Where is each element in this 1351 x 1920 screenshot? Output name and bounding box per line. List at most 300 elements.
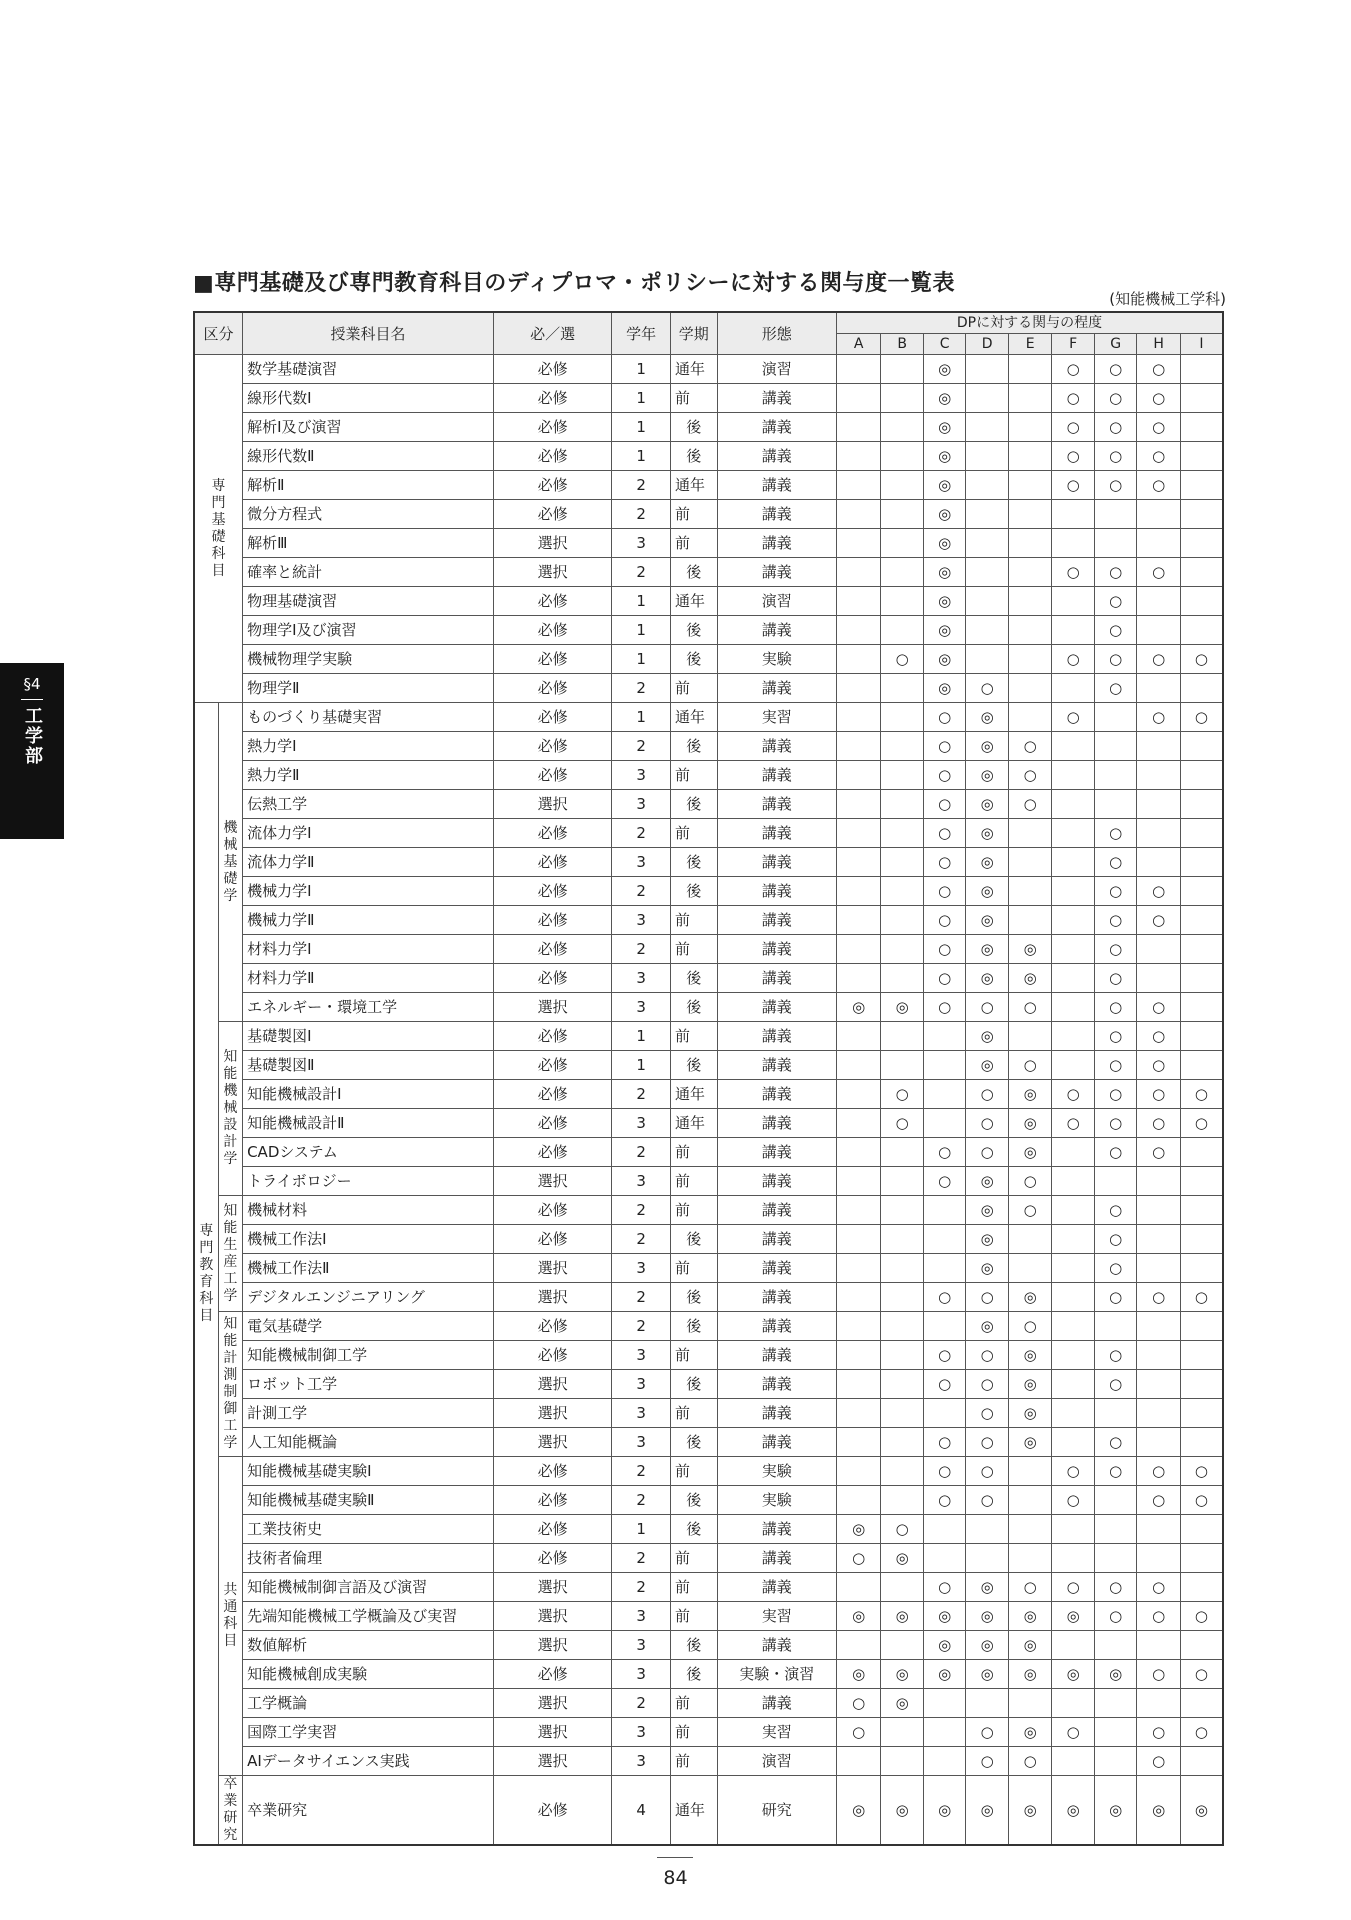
table-row — [194, 587, 1223, 616]
format-cell: 講義 — [717, 616, 836, 645]
required-cell: 必修 — [493, 500, 611, 529]
dp-mark-e: ○ — [1008, 761, 1052, 790]
year-cell: 3 — [612, 1747, 671, 1776]
year-cell: 1 — [612, 1051, 671, 1080]
dp-mark-c — [923, 1399, 965, 1428]
dp-mark-c: ○ — [923, 1428, 965, 1457]
dp-mark-h: ○ — [1137, 1457, 1181, 1486]
dp-mark-c: ◎ — [923, 529, 965, 558]
dp-mark-c: ◎ — [923, 1776, 965, 1846]
dp-mark-f — [1052, 616, 1094, 645]
term-cell: 後 — [671, 645, 718, 674]
dp-mark-d: ○ — [966, 1457, 1008, 1486]
required-cell: 必修 — [493, 1051, 611, 1080]
dp-mark-f: ○ — [1052, 442, 1094, 471]
subject-cell: 熱力学Ⅱ — [243, 761, 494, 790]
dp-mark-g — [1094, 761, 1136, 790]
subject-cell: 解析Ⅱ — [243, 471, 494, 500]
dp-mark-i — [1180, 471, 1223, 500]
table-row — [194, 1167, 1223, 1196]
subject-cell: CADシステム — [243, 1138, 494, 1167]
year-cell: 2 — [612, 1573, 671, 1602]
required-cell: 必修 — [493, 1022, 611, 1051]
dp-mark-e: ◎ — [1008, 1399, 1052, 1428]
dp-mark-h: ○ — [1137, 906, 1181, 935]
format-cell: 講義 — [717, 1167, 836, 1196]
required-cell: 必修 — [493, 616, 611, 645]
dp-mark-i: ○ — [1180, 1486, 1223, 1515]
dp-mark-b — [881, 1138, 923, 1167]
term-cell: 前 — [671, 819, 718, 848]
format-cell: 講義 — [717, 1544, 836, 1573]
year-cell: 2 — [612, 1457, 671, 1486]
dp-mark-b — [881, 1747, 923, 1776]
dp-mark-c — [923, 1196, 965, 1225]
year-cell: 3 — [612, 848, 671, 877]
table-row — [194, 1254, 1223, 1283]
dp-mark-h: ○ — [1137, 1022, 1181, 1051]
subcategory-cell — [218, 1776, 242, 1846]
dp-mark-c — [923, 1051, 965, 1080]
format-cell: 講義 — [717, 877, 836, 906]
dp-mark-d: ○ — [966, 1399, 1008, 1428]
year-cell: 2 — [612, 935, 671, 964]
required-cell: 選択 — [493, 1254, 611, 1283]
year-cell: 3 — [612, 1660, 671, 1689]
dp-mark-e: ◎ — [1008, 1631, 1052, 1660]
subject-cell: 電気基礎学 — [243, 1312, 494, 1341]
required-cell: 選択 — [493, 1428, 611, 1457]
term-cell: 前 — [671, 1544, 718, 1573]
format-cell: 講義 — [717, 1370, 836, 1399]
subcategory-cell — [218, 1022, 242, 1196]
dp-mark-a — [836, 1138, 881, 1167]
table-row — [194, 703, 1223, 732]
subcategory-cell — [218, 1312, 242, 1457]
dp-mark-f: ○ — [1052, 413, 1094, 442]
tab-divider — [21, 699, 43, 700]
dp-mark-h: ○ — [1137, 558, 1181, 587]
dp-mark-h — [1137, 761, 1181, 790]
dp-mark-d: ○ — [966, 1283, 1008, 1312]
dp-mark-a — [836, 384, 881, 413]
format-cell: 講義 — [717, 1051, 836, 1080]
dp-mark-e: ◎ — [1008, 1776, 1052, 1846]
dp-mark-h: ○ — [1137, 703, 1181, 732]
year-cell: 2 — [612, 1138, 671, 1167]
format-cell: 講義 — [717, 964, 836, 993]
dp-mark-b — [881, 819, 923, 848]
dp-mark-c — [923, 1254, 965, 1283]
dp-mark-b — [881, 732, 923, 761]
dp-mark-a — [836, 964, 881, 993]
category-cell — [194, 703, 218, 1846]
table-row — [194, 616, 1223, 645]
dp-mark-d: ◎ — [966, 935, 1008, 964]
required-cell: 必修 — [493, 384, 611, 413]
dp-mark-e — [1008, 1486, 1052, 1515]
dp-mark-h: ○ — [1137, 1602, 1181, 1631]
dp-mark-d — [966, 645, 1008, 674]
dp-mark-d — [966, 1515, 1008, 1544]
subject-cell: 解析Ⅲ — [243, 529, 494, 558]
dp-mark-e — [1008, 413, 1052, 442]
required-cell: 必修 — [493, 935, 611, 964]
dp-mark-a — [836, 1167, 881, 1196]
dp-mark-d: ○ — [966, 1109, 1008, 1138]
term-cell: 後 — [671, 1225, 718, 1254]
dp-mark-a — [836, 1109, 881, 1138]
dp-mark-e — [1008, 616, 1052, 645]
dp-mark-a — [836, 1254, 881, 1283]
dp-mark-f — [1052, 1283, 1094, 1312]
dp-mark-f — [1052, 1544, 1094, 1573]
dp-mark-g — [1094, 1631, 1136, 1660]
dp-mark-b — [881, 500, 923, 529]
format-cell: 演習 — [717, 1747, 836, 1776]
dp-mark-d: ◎ — [966, 819, 1008, 848]
dp-mark-e: ○ — [1008, 790, 1052, 819]
dp-mark-g: ○ — [1094, 964, 1136, 993]
dp-mark-e: ◎ — [1008, 1283, 1052, 1312]
dp-mark-b: ◎ — [881, 1689, 923, 1718]
table-row — [194, 964, 1223, 993]
dp-mark-c: ○ — [923, 819, 965, 848]
table-row — [194, 1341, 1223, 1370]
dp-mark-e — [1008, 703, 1052, 732]
subject-cell: 人工知能概論 — [243, 1428, 494, 1457]
dp-mark-g: ○ — [1094, 1283, 1136, 1312]
dp-mark-e — [1008, 674, 1052, 703]
dp-mark-g — [1094, 1486, 1136, 1515]
dp-mark-e: ◎ — [1008, 1370, 1052, 1399]
required-cell: 必修 — [493, 1486, 611, 1515]
dp-mark-e: ○ — [1008, 1573, 1052, 1602]
dp-mark-i: ○ — [1180, 703, 1223, 732]
subject-cell: 知能機械設計Ⅱ — [243, 1109, 494, 1138]
dp-mark-c: ◎ — [923, 384, 965, 413]
format-cell: 講義 — [717, 384, 836, 413]
format-cell: 講義 — [717, 993, 836, 1022]
dp-mark-i — [1180, 413, 1223, 442]
dp-mark-i: ◎ — [1180, 1776, 1223, 1846]
table-row — [194, 1022, 1223, 1051]
format-cell: 講義 — [717, 848, 836, 877]
required-cell: 選択 — [493, 1602, 611, 1631]
dp-mark-b — [881, 1341, 923, 1370]
subject-cell: 工学概論 — [243, 1689, 494, 1718]
header-subject: 授業科目名 — [243, 312, 494, 355]
dp-mark-f — [1052, 1225, 1094, 1254]
term-cell: 前 — [671, 1196, 718, 1225]
required-cell: 必修 — [493, 1138, 611, 1167]
dp-mark-h: ○ — [1137, 877, 1181, 906]
subject-cell: 計測工学 — [243, 1399, 494, 1428]
dp-mark-g: ◎ — [1094, 1776, 1136, 1846]
year-cell: 3 — [612, 1341, 671, 1370]
dp-mark-e: ○ — [1008, 1747, 1052, 1776]
format-cell: 講義 — [717, 558, 836, 587]
category-cell — [194, 355, 243, 703]
header-dp-b: B — [881, 334, 923, 355]
dp-mark-e — [1008, 500, 1052, 529]
dp-mark-g: ○ — [1094, 935, 1136, 964]
subject-cell: 機械材料 — [243, 1196, 494, 1225]
dp-mark-h — [1137, 1167, 1181, 1196]
format-cell: 講義 — [717, 1399, 836, 1428]
subject-cell: 知能機械基礎実験Ⅱ — [243, 1486, 494, 1515]
dp-mark-c: ◎ — [923, 500, 965, 529]
dp-mark-i — [1180, 848, 1223, 877]
dp-mark-c: ◎ — [923, 558, 965, 587]
dp-mark-a — [836, 471, 881, 500]
dp-mark-g — [1094, 1312, 1136, 1341]
dp-mark-d: ◎ — [966, 1167, 1008, 1196]
dp-mark-b — [881, 587, 923, 616]
subject-cell: 機械工作法Ⅰ — [243, 1225, 494, 1254]
subject-cell: 熱力学Ⅰ — [243, 732, 494, 761]
dp-mark-c: ◎ — [923, 1660, 965, 1689]
subject-cell: 基礎製図Ⅱ — [243, 1051, 494, 1080]
term-cell: 後 — [671, 1283, 718, 1312]
format-cell: 実習 — [717, 703, 836, 732]
dp-mark-b — [881, 529, 923, 558]
required-cell: 必修 — [493, 442, 611, 471]
dp-mark-b — [881, 413, 923, 442]
dp-mark-a — [836, 1486, 881, 1515]
required-cell: 必修 — [493, 848, 611, 877]
category-label: 知能機械設計学 — [223, 1049, 238, 1167]
required-cell: 必修 — [493, 413, 611, 442]
subject-cell: 伝熱工学 — [243, 790, 494, 819]
dp-mark-c: ◎ — [923, 442, 965, 471]
term-cell: 前 — [671, 906, 718, 935]
dp-mark-h — [1137, 964, 1181, 993]
term-cell: 前 — [671, 1602, 718, 1631]
dp-mark-b — [881, 1486, 923, 1515]
dp-mark-g: ○ — [1094, 1080, 1136, 1109]
required-cell: 選択 — [493, 1283, 611, 1312]
dp-mark-c: ○ — [923, 703, 965, 732]
dp-mark-g — [1094, 732, 1136, 761]
dp-mark-d: ◎ — [966, 1602, 1008, 1631]
dp-mark-c — [923, 1225, 965, 1254]
dp-mark-i — [1180, 1544, 1223, 1573]
format-cell: 講義 — [717, 1080, 836, 1109]
subject-cell: 物理基礎演習 — [243, 587, 494, 616]
dp-mark-b — [881, 935, 923, 964]
format-cell: 講義 — [717, 1022, 836, 1051]
category-label: 機械基礎学 — [223, 819, 238, 904]
dp-mark-c: ○ — [923, 1341, 965, 1370]
term-cell: 後 — [671, 616, 718, 645]
dp-mark-h — [1137, 732, 1181, 761]
year-cell: 3 — [612, 1370, 671, 1399]
dp-mark-g: ○ — [1094, 1602, 1136, 1631]
dp-mark-a: ◎ — [836, 1602, 881, 1631]
dp-mark-g — [1094, 1399, 1136, 1428]
dp-mark-i — [1180, 1747, 1223, 1776]
format-cell: 講義 — [717, 732, 836, 761]
dp-mark-g — [1094, 790, 1136, 819]
section-side-tab — [0, 663, 64, 839]
subject-cell: 機械物理学実験 — [243, 645, 494, 674]
table-row — [194, 877, 1223, 906]
dp-mark-i — [1180, 1341, 1223, 1370]
dp-mark-h: ○ — [1137, 993, 1181, 1022]
table-row — [194, 1399, 1223, 1428]
required-cell: 必修 — [493, 355, 611, 384]
term-cell: 前 — [671, 674, 718, 703]
header-dp: DPに対する関与の程度 — [836, 312, 1223, 334]
dp-mark-a — [836, 1312, 881, 1341]
subject-cell: AIデータサイエンス実践 — [243, 1747, 494, 1776]
year-cell: 2 — [612, 1312, 671, 1341]
format-cell: 実験 — [717, 1486, 836, 1515]
format-cell: 研究 — [717, 1776, 836, 1846]
dp-mark-d: ○ — [966, 1138, 1008, 1167]
format-cell: 講義 — [717, 1689, 836, 1718]
subject-cell: 基礎製図Ⅰ — [243, 1022, 494, 1051]
subject-cell: 知能機械創成実験 — [243, 1660, 494, 1689]
year-cell: 2 — [612, 558, 671, 587]
dp-mark-f — [1052, 529, 1094, 558]
dp-mark-f — [1052, 935, 1094, 964]
department-label: (知能機械工学科) — [1109, 290, 1226, 308]
year-cell: 1 — [612, 1515, 671, 1544]
dp-mark-f: ◎ — [1052, 1602, 1094, 1631]
year-cell: 2 — [612, 1283, 671, 1312]
dp-mark-g: ○ — [1094, 848, 1136, 877]
dp-mark-d: ○ — [966, 1341, 1008, 1370]
dp-mark-f — [1052, 848, 1094, 877]
dp-mark-b — [881, 1399, 923, 1428]
header-format: 形態 — [717, 312, 836, 355]
dp-mark-c — [923, 1312, 965, 1341]
year-cell: 2 — [612, 819, 671, 848]
term-cell: 後 — [671, 1660, 718, 1689]
format-cell: 講義 — [717, 1225, 836, 1254]
dp-mark-a — [836, 1747, 881, 1776]
dp-mark-h — [1137, 529, 1181, 558]
dp-mark-i: ○ — [1180, 1457, 1223, 1486]
dp-mark-b: ○ — [881, 1080, 923, 1109]
dp-mark-b — [881, 1254, 923, 1283]
dp-mark-a — [836, 674, 881, 703]
year-cell: 3 — [612, 906, 671, 935]
dp-mark-h: ○ — [1137, 413, 1181, 442]
required-cell: 選択 — [493, 1167, 611, 1196]
required-cell: 選択 — [493, 1370, 611, 1399]
year-cell: 3 — [612, 761, 671, 790]
dp-mark-i — [1180, 1689, 1223, 1718]
year-cell: 3 — [612, 993, 671, 1022]
format-cell: 講義 — [717, 935, 836, 964]
dp-mark-b — [881, 1196, 923, 1225]
required-cell: 必修 — [493, 906, 611, 935]
dp-mark-e — [1008, 877, 1052, 906]
dp-mark-c: ◎ — [923, 355, 965, 384]
dp-mark-d: ◎ — [966, 761, 1008, 790]
dp-relevance-table — [193, 311, 1224, 1846]
dp-mark-f — [1052, 1428, 1094, 1457]
dp-mark-c: ○ — [923, 935, 965, 964]
dp-mark-g — [1094, 1544, 1136, 1573]
dp-mark-g: ○ — [1094, 645, 1136, 674]
format-cell: 実習 — [717, 1718, 836, 1747]
table-row — [194, 732, 1223, 761]
dp-mark-a — [836, 355, 881, 384]
dp-mark-a: ◎ — [836, 1660, 881, 1689]
dp-mark-d: ◎ — [966, 1225, 1008, 1254]
dp-mark-d: ◎ — [966, 1312, 1008, 1341]
term-cell: 後 — [671, 1631, 718, 1660]
term-cell: 前 — [671, 761, 718, 790]
subcategory-cell — [218, 1196, 242, 1312]
year-cell: 1 — [612, 1022, 671, 1051]
dp-mark-a — [836, 1573, 881, 1602]
required-cell: 必修 — [493, 587, 611, 616]
subject-cell: 機械力学Ⅰ — [243, 877, 494, 906]
term-cell: 通年 — [671, 1776, 718, 1846]
subject-cell: 技術者倫理 — [243, 1544, 494, 1573]
term-cell: 前 — [671, 935, 718, 964]
format-cell: 講義 — [717, 790, 836, 819]
year-cell: 1 — [612, 616, 671, 645]
dp-mark-h — [1137, 1370, 1181, 1399]
dp-mark-h — [1137, 1544, 1181, 1573]
dp-mark-h — [1137, 819, 1181, 848]
subject-cell: 知能機械設計Ⅰ — [243, 1080, 494, 1109]
table-row — [194, 819, 1223, 848]
dp-mark-f — [1052, 790, 1094, 819]
dp-mark-i — [1180, 1051, 1223, 1080]
dp-mark-g: ○ — [1094, 1225, 1136, 1254]
dp-mark-c: ○ — [923, 1138, 965, 1167]
term-cell: 後 — [671, 732, 718, 761]
header-dp-c: C — [923, 334, 965, 355]
dp-mark-i — [1180, 558, 1223, 587]
dp-mark-b — [881, 1428, 923, 1457]
dp-mark-g: ○ — [1094, 1051, 1136, 1080]
year-cell: 3 — [612, 1167, 671, 1196]
dp-mark-a — [836, 1080, 881, 1109]
subject-cell: トライボロジー — [243, 1167, 494, 1196]
category-label: 専門教育科目 — [199, 1222, 214, 1324]
dp-mark-i: ○ — [1180, 1109, 1223, 1138]
term-cell: 前 — [671, 1399, 718, 1428]
dp-mark-b: ◎ — [881, 1544, 923, 1573]
dp-mark-e: ○ — [1008, 1196, 1052, 1225]
required-cell: 必修 — [493, 471, 611, 500]
dp-mark-b — [881, 1631, 923, 1660]
dp-mark-c: ◎ — [923, 587, 965, 616]
dp-mark-g: ○ — [1094, 1254, 1136, 1283]
dp-mark-h: ○ — [1137, 1660, 1181, 1689]
dp-mark-g: ○ — [1094, 1022, 1136, 1051]
dp-mark-i — [1180, 761, 1223, 790]
dp-mark-d: ○ — [966, 993, 1008, 1022]
dp-mark-f: ○ — [1052, 1080, 1094, 1109]
format-cell: 演習 — [717, 355, 836, 384]
dp-mark-a — [836, 413, 881, 442]
page-number: 84 — [663, 1867, 688, 1889]
dp-mark-c: ○ — [923, 1283, 965, 1312]
header-dp-i: I — [1180, 334, 1223, 355]
table-row — [194, 1138, 1223, 1167]
dp-mark-e — [1008, 1225, 1052, 1254]
dp-mark-g: ○ — [1094, 1341, 1136, 1370]
